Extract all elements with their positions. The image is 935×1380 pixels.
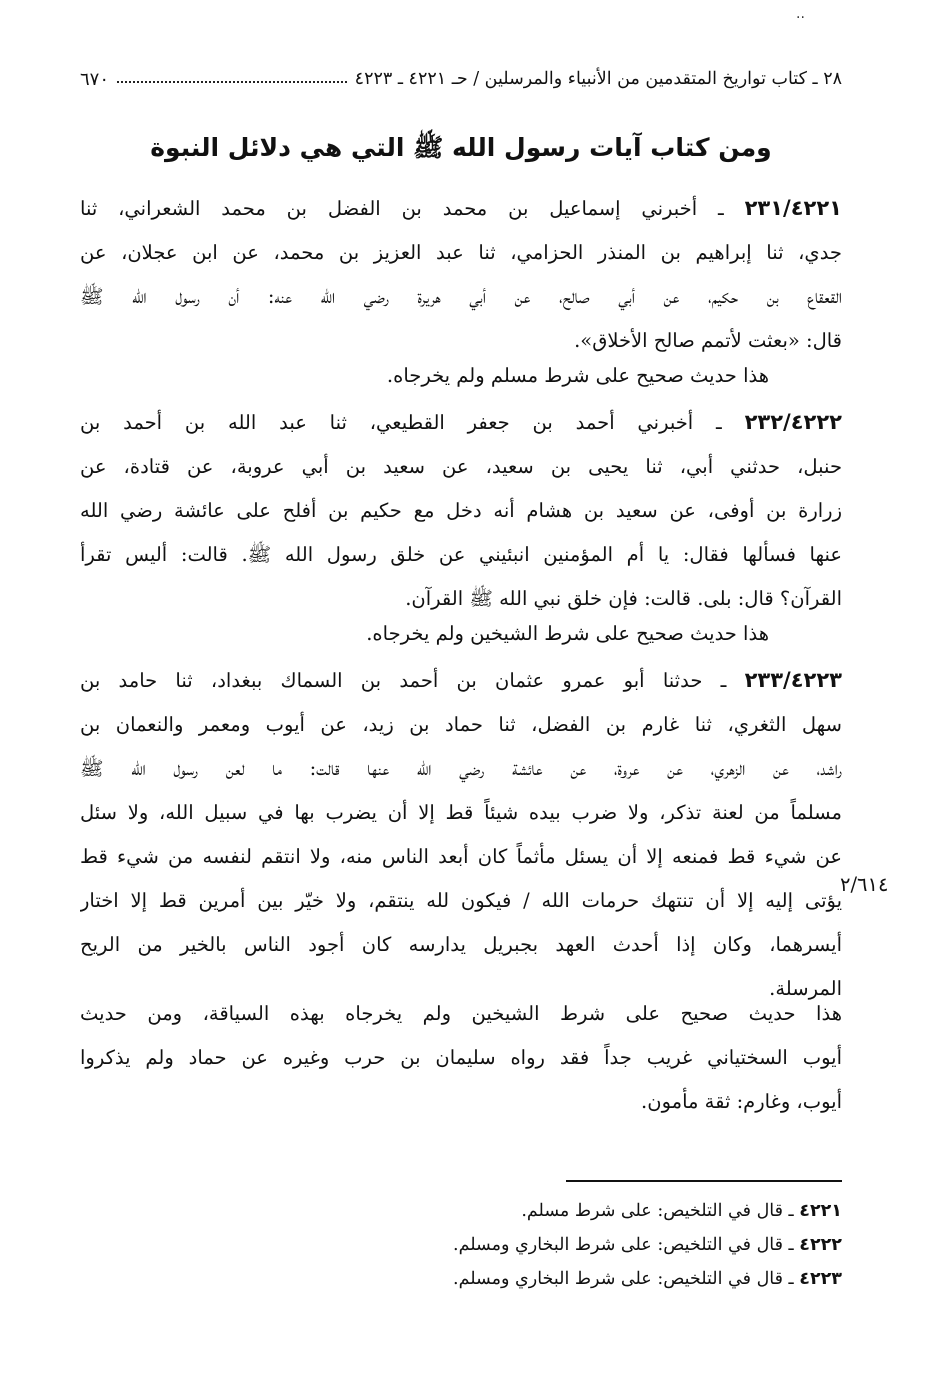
- hadith-verdict: هذا حديث صحيح على شرط الشيخين ولم يخرجاه.: [366, 622, 769, 645]
- hadith-line: جدي، ثنا إبراهيم بن المنذر الحزامي، ثنا عبد العزيز بن محمد، عن ابن عجلان، عن: [80, 241, 842, 264]
- hadith-line: القرآن؟ قال: بلى. قالت: فإن خلق نبي الله ﷺ القرآن.: [405, 587, 842, 610]
- hadith-line: سهل الثغري، ثنا غارم بن الفضل، ثنا حماد بن زيد، عن أيوب ومعمر والنعمان بن: [80, 713, 842, 736]
- footnote-number: ٤٢٢١: [799, 1201, 842, 1221]
- footnote-text: ـ قال في التلخيص: على شرط مسلم.: [521, 1201, 794, 1221]
- hadith-line: حنبل، حدثني أبي، ثنا يحيى بن سعيد، عن سعيد بن أبي عروبة، عن قتادة، عن: [80, 455, 842, 478]
- hadith-line: عن شيء قط فمنعه إلا أن يسئل مأثماً كان أبعد الناس منه، ولا انتقم لنفسه من شيء قط: [80, 845, 842, 868]
- hadith-number: ٢٣٣/٤٢٢٣: [744, 668, 842, 692]
- verdict-line: أيوب السختياني غريب جداً فقد رواه سليمان بن حرب وغيره عن حماد ولم يذكروا: [80, 1046, 842, 1069]
- hadith-line: راشد، عن الزهري، عن عروة، عن عائشة رضي الله عنها قالت: ما لعن رسول الله ﷺ: [80, 757, 842, 780]
- margin-reference: ٢/٦١٤: [840, 873, 889, 896]
- section-heading: ومن كتاب آيات رسول الله ﷺ التي هي دلائل النبوة: [150, 133, 772, 162]
- verdict-line: هذا حديث صحيح على شرط الشيخين ولم يخرجاه بهذه السياقة، ومن حديث: [80, 1002, 842, 1025]
- hadith-verdict-4223: [80, 992, 842, 1124]
- verdict-line: أيوب، وغارم: ثقة مأمون.: [641, 1090, 842, 1113]
- corner-mark: ..: [796, 6, 805, 22]
- hadith-line: ٢٣١/٤٢٢١ ـ أخبرني إسماعيل بن محمد بن الفضل بن محمد الشعراني، ثنا: [80, 196, 842, 220]
- hadith-line: زرارة بن أوفى، عن سعيد بن هشام أنه دخل مع حكيم بن أفلح على عائشة رضي الله: [80, 499, 842, 522]
- hadith-4221: [80, 186, 842, 363]
- hadith-line: مسلماً من لعنة تذكر، ولا ضرب بيده شيئاً قط إلا أن يضرب بها في سبيل الله، ولا سئل: [80, 801, 842, 824]
- running-header: [80, 62, 842, 96]
- footnote-text: ـ قال في التلخيص: على شرط البخاري ومسلم.: [453, 1235, 794, 1255]
- footnote-separator: [566, 1180, 842, 1182]
- page-number: ٦٧٠: [80, 68, 110, 90]
- hadith-line: المرسلة.: [769, 977, 842, 1000]
- hadith-4223: [80, 658, 842, 1011]
- footnote-number: ٤٢٢٢: [799, 1235, 842, 1255]
- hadith-line: ٢٣٢/٤٢٢٢ ـ أخبرني أحمد بن جعفر القطيعي، ثنا عبد الله بن أحمد بن: [80, 410, 842, 434]
- footnote: [453, 1194, 842, 1228]
- footnotes: [453, 1194, 842, 1296]
- hadith-4222: [80, 400, 842, 621]
- footnote-text: ـ قال في التلخيص: على شرط البخاري ومسلم.: [453, 1269, 794, 1289]
- hadith-verdict: هذا حديث صحيح على شرط مسلم ولم يخرجاه.: [386, 364, 769, 387]
- hadith-number: ٢٣٢/٤٢٢٢: [744, 410, 842, 434]
- footnote-number: ٤٢٢٣: [799, 1269, 842, 1289]
- footnote: [453, 1262, 842, 1296]
- running-header-title: ٢٨ ـ كتاب تواريخ المتقدمين من الأنبياء والمرسلين / حـ ٤٢٢١ ـ ٤٢٢٣: [354, 69, 842, 89]
- hadith-line: عنها فسألها فقال: يا أم المؤمنين انبئيني عن خلق رسول الله ﷺ. قالت: أليس تقرأ: [80, 543, 842, 566]
- hadith-line: قال: «بعثت لأتمم صالح الأخلاق».: [574, 329, 842, 352]
- hadith-line: ٢٣٣/٤٢٢٣ ـ حدثنا أبو عمرو عثمان بن أحمد بن السماك ببغداد، ثنا حامد بن: [80, 668, 842, 692]
- hadith-line: أيسرهما، وكان إذا أحدث العهد بجبريل يدارسه كان أجود الناس بالخير من الريح: [80, 933, 842, 956]
- hadith-number: ٢٣١/٤٢٢١: [744, 196, 842, 220]
- hadith-line: يؤتى إليه إلا أن تنتهك حرمات الله / فيكون لله ينتقم، ولا خيّر بين أمرين قط إلا اختار: [80, 889, 842, 912]
- leader-dots: [117, 69, 347, 83]
- hadith-line: القعقاع بن حكيم، عن أبي صالح، عن أبي هريرة رضي الله عنه: أن رسول الله ﷺ: [80, 285, 842, 308]
- footnote: [453, 1228, 842, 1262]
